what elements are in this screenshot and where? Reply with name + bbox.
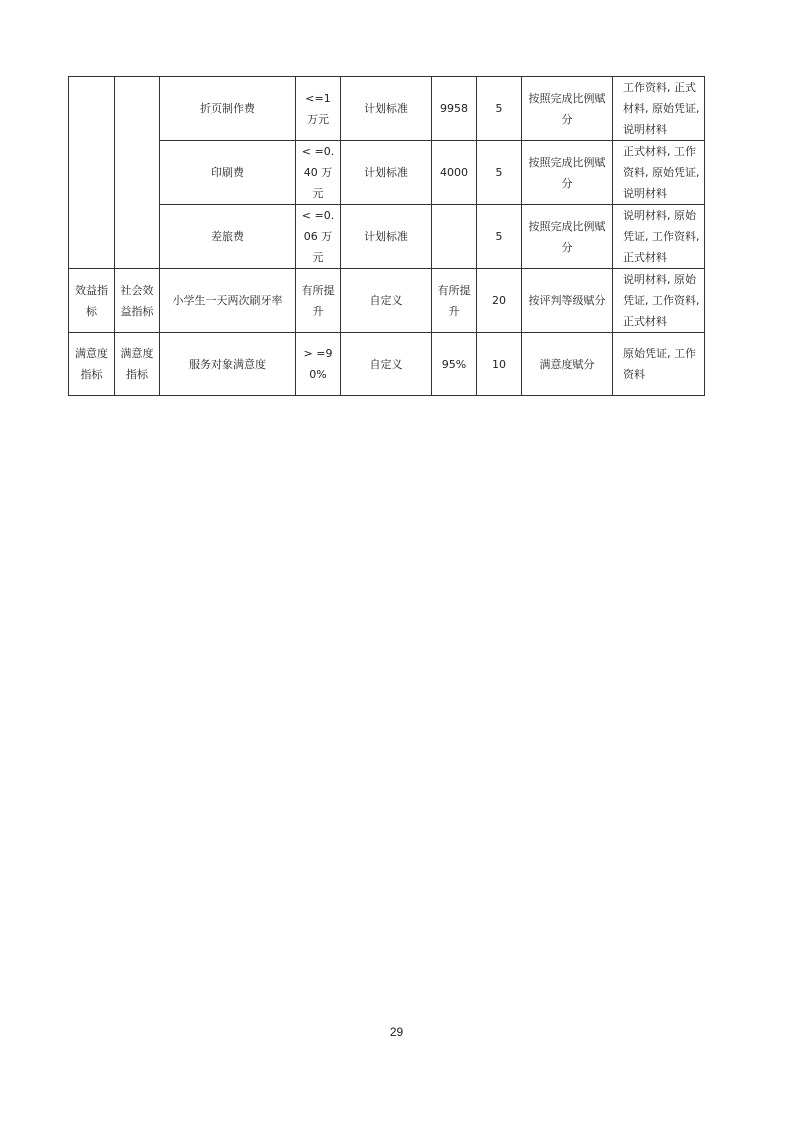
table-row: [69, 77, 705, 141]
score-cell: 5: [477, 77, 522, 141]
indicator-name-cell: 印刷费: [160, 141, 296, 205]
table-row: [69, 333, 705, 396]
scoring-method-cell: 按照完成比例赋分: [522, 141, 613, 205]
scoring-method-cell: 按照完成比例赋分: [522, 205, 613, 269]
level2-indicator-cell: 满意度指标: [115, 333, 160, 396]
level1-indicator-cell: [69, 77, 115, 269]
standard-cell: 计划标准: [341, 205, 432, 269]
table-row: [69, 205, 705, 269]
standard-cell: 自定义: [341, 269, 432, 333]
evidence-cell: 正式材料, 工作资料, 原始凭证, 说明材料: [613, 141, 705, 205]
level1-indicator-cell: 效益指标: [69, 269, 115, 333]
evidence-cell: 工作资料, 正式材料, 原始凭证, 说明材料: [613, 77, 705, 141]
target-value-cell: <=1 万元: [296, 77, 341, 141]
actual-value-cell: 有所提升: [432, 269, 477, 333]
indicator-name-cell: 小学生一天两次刷牙率: [160, 269, 296, 333]
scoring-method-cell: 按评判等级赋分: [522, 269, 613, 333]
table-row: [69, 269, 705, 333]
score-cell: 20: [477, 269, 522, 333]
evidence-cell: 原始凭证, 工作资料: [613, 333, 705, 396]
evidence-cell: 说明材料, 原始凭证, 工作资料, 正式材料: [613, 205, 705, 269]
table-row: [69, 141, 705, 205]
standard-cell: 计划标准: [341, 141, 432, 205]
indicator-name-cell: 服务对象满意度: [160, 333, 296, 396]
score-cell: 10: [477, 333, 522, 396]
performance-indicator-table: [68, 76, 705, 396]
actual-value-cell: 4000: [432, 141, 477, 205]
target-value-cell: < =0.40 万元: [296, 141, 341, 205]
target-value-cell: 有所提升: [296, 269, 341, 333]
page-number: 29: [389, 1025, 404, 1039]
target-value-cell: < =0.06 万元: [296, 205, 341, 269]
indicator-name-cell: 差旅费: [160, 205, 296, 269]
actual-value-cell: 9958: [432, 77, 477, 141]
actual-value-cell: 95%: [432, 333, 477, 396]
evidence-cell: 说明材料, 原始凭证, 工作资料, 正式材料: [613, 269, 705, 333]
scoring-method-cell: 按照完成比例赋分: [522, 77, 613, 141]
standard-cell: 自定义: [341, 333, 432, 396]
target-value-cell: > =90%: [296, 333, 341, 396]
scoring-method-cell: 满意度赋分: [522, 333, 613, 396]
indicator-name-cell: 折页制作费: [160, 77, 296, 141]
level1-indicator-cell: 满意度指标: [69, 333, 115, 396]
actual-value-cell: [432, 205, 477, 269]
score-cell: 5: [477, 141, 522, 205]
standard-cell: 计划标准: [341, 77, 432, 141]
level2-indicator-cell: 社会效益指标: [115, 269, 160, 333]
level2-indicator-cell: [115, 77, 160, 269]
score-cell: 5: [477, 205, 522, 269]
